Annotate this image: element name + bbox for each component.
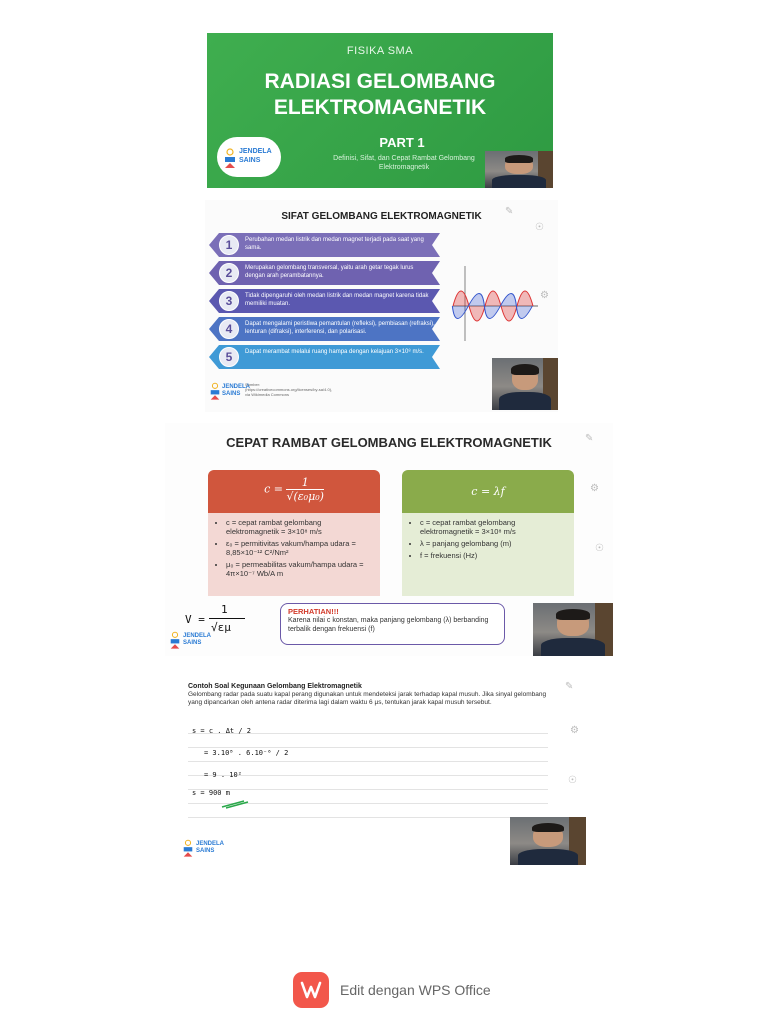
property-text: Merupakan gelombang transversal, yaitu arah getar tegak lurus dengan arah perambatannya. [245, 265, 414, 279]
variable-item: • μ₀ = permeabilitas vakum/hampa udara = 4π×10⁻⁷ Wb/A m [226, 560, 372, 578]
doodle-icon: ✎ [505, 206, 514, 217]
slide-title [207, 33, 553, 188]
doodle-icon: ☉ [535, 222, 544, 233]
worked-solution [192, 723, 332, 813]
variable-item: • c = cepat rambat gelombang elektromagnetik = 3×10⁸ m/s [420, 518, 566, 536]
logo-text: JENDELA SAINS [222, 384, 250, 397]
doodle-icon: ✎ [565, 681, 574, 692]
formula-numerator: 1 [286, 476, 323, 490]
property-item [209, 233, 440, 257]
logo-text: JENDELA SAINS [196, 841, 224, 854]
presenter-webcam [492, 358, 558, 410]
property-item [209, 345, 440, 369]
formula-box-permittivity [208, 470, 380, 596]
part-label: PART 1 [379, 135, 425, 150]
attention-note [280, 603, 505, 645]
example-title: Contoh Soal Kegunaan Gelombang Elektromagnetik [188, 683, 362, 690]
jendela-sains-logo [182, 835, 232, 863]
property-text: Tidak dipengaruhi oleh medan listrik dan medan magnet karena tidak memiliki muatan. [245, 293, 429, 307]
logo-text: JENDELA SAINS [183, 633, 211, 646]
jendela-sains-logo [209, 378, 250, 408]
presenter-webcam [510, 817, 586, 865]
wps-office-icon[interactable] [293, 972, 329, 1008]
property-item [209, 261, 440, 285]
doodle-icon: ✎ [585, 433, 594, 444]
jendela-sains-logo [169, 627, 219, 655]
wps-edit-label[interactable]: Edit dengan WPS Office [340, 982, 491, 998]
slide-main-title: RADIASI GELOMBANG ELEKTROMAGNETIK [264, 70, 496, 119]
slide-heading: CEPAT RAMBAT GELOMBANG ELEKTROMAGNETIK [226, 435, 552, 450]
property-item [209, 317, 440, 341]
doodle-icon: ⚙ [540, 290, 549, 301]
solution-step: = 3.10⁸ . 6.10⁻⁶ / 2 [204, 749, 289, 757]
property-number: 2 [219, 263, 239, 283]
variable-item: • f = frekuensi (Hz) [420, 551, 566, 560]
property-text: Perubahan medan listrik dan medan magnet terjadi pada saat yang sama. [245, 237, 424, 251]
image-source-reference: Sumber: (https://creativecommons.org/licenses/by-sa/4.0), via Wikimedia Commons [245, 382, 333, 397]
property-number: 3 [219, 291, 239, 311]
doodle-icon: ⚙ [570, 725, 579, 736]
variable-item: • c = cepat rambat gelombang elektromagnetik = 3×10⁸ m/s [226, 518, 372, 536]
solution-step: = 9 . 10² [204, 771, 242, 779]
property-number: 5 [219, 347, 239, 367]
property-text: Dapat merambat melalui ruang hampa dengan kelajuan 3×10⁸ m/s. [245, 349, 424, 355]
handwriting-numerator: 1 [221, 603, 228, 616]
doodle-icon: ☉ [595, 543, 604, 554]
presenter-webcam [485, 151, 553, 188]
formula-box-wavelength [402, 470, 574, 596]
property-item [209, 289, 440, 313]
formula-variable-list [208, 513, 380, 596]
handwriting-lhs: V = [185, 613, 205, 626]
formula-variable-list [402, 513, 574, 596]
presenter-webcam [533, 603, 613, 656]
slide-subtitle: Definisi, Sifat, dan Cepat Rambat Gelombang Elektromagnetik [333, 155, 475, 171]
slide-speed [165, 423, 613, 656]
atom-icon [209, 380, 221, 402]
formula-header [208, 470, 380, 513]
property-text: Dapat mengalami peristiwa pemantulan (refleksi), pembiasan (refraksi), lenturan (difraksi), interferensi, dan polarisasi. [245, 321, 435, 335]
property-number: 1 [219, 235, 239, 255]
em-wave-diagram [443, 256, 543, 346]
formula-fraction [286, 476, 323, 503]
atom-icon [223, 147, 237, 169]
note-text: Karena nilai c konstan, maka panjang gelombang (λ) berbanding terbalik dengan frekuensi (f) [288, 617, 489, 633]
example-question: Gelombang radar pada suatu kapal perang digunakan untuk mendeteksi jarak terhadap kapal musuh. Jika sinyal gelombang yang dipancarkan oleh antena radar diterima lagi dalam waktu 6 μs, tentukan jarak kapal musuh tersebut. [188, 691, 547, 706]
handwriting-denominator: √εμ [211, 621, 231, 634]
property-number: 4 [219, 319, 239, 339]
logo-text: JENDELA SAINS [239, 148, 272, 164]
note-title: PERHATIAN!!! [288, 607, 339, 616]
atom-icon [169, 629, 181, 651]
slide-example [180, 675, 586, 865]
solution-step: s = 900 m [192, 789, 230, 797]
slide-heading: SIFAT GELOMBANG ELEKTROMAGNETIK [281, 211, 482, 222]
course-label: FISIKA SMA [346, 45, 414, 57]
wps-edit-banner[interactable] [293, 971, 491, 1009]
atom-icon [182, 837, 194, 859]
formula-lhs: c = [264, 482, 283, 496]
formula-denominator: √(ε₀μ₀) [286, 490, 324, 503]
variable-item: • λ = panjang gelombang (m) [420, 539, 566, 548]
jendela-sains-logo [217, 137, 281, 177]
formula-header: c = λf [402, 470, 574, 513]
underline-mark [220, 799, 250, 809]
doodle-icon: ⚙ [590, 483, 599, 494]
slide-properties [205, 200, 558, 412]
solution-step: s = c . Δt / 2 [192, 727, 252, 735]
doodle-icon: ☉ [568, 775, 577, 786]
variable-item: • ε₀ = permitivitas vakum/hampa udara = 8,85×10⁻¹² C²/Nm² [226, 539, 372, 557]
